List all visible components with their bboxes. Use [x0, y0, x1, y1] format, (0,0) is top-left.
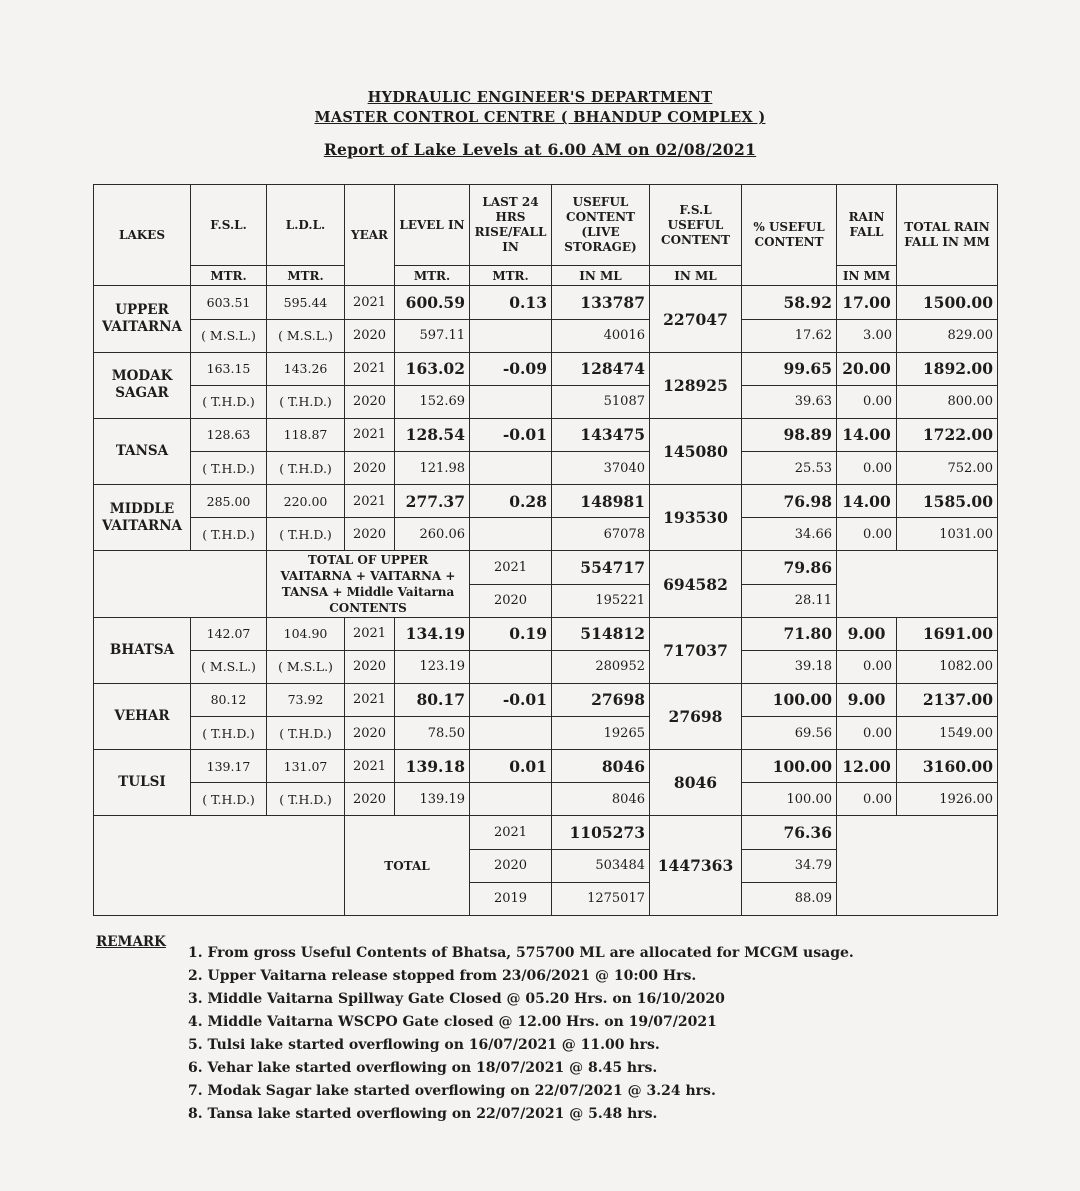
col-rain: RAIN FALL	[837, 185, 897, 266]
total-rain-value: 1691.00	[897, 617, 998, 650]
year-value: 2020	[345, 319, 395, 352]
rise-value: 0.13	[470, 286, 552, 319]
lake-row-current	[94, 750, 998, 783]
col-level: LEVEL IN	[395, 185, 470, 266]
lake-levels-table	[93, 184, 998, 916]
useful-value: 133787	[552, 286, 650, 319]
subtotal-row-current	[94, 551, 998, 584]
useful-value: 40016	[552, 319, 650, 352]
rain-value: 0.00	[837, 650, 897, 683]
level-value: 600.59	[395, 286, 470, 319]
year-value: 2021	[345, 750, 395, 783]
remarks-list	[188, 942, 854, 1126]
fsl-value: 163.15	[191, 352, 267, 385]
level-value: 277.37	[395, 485, 470, 518]
year-value: 2021	[345, 485, 395, 518]
fsl-datum: ( T.H.D.)	[191, 518, 267, 551]
col-ldl: L.D.L.	[267, 185, 345, 266]
subtotal-year: 2021	[470, 551, 552, 584]
pct-value: 71.80	[742, 617, 837, 650]
lake-row-current	[94, 485, 998, 518]
lake-name: VEHAR	[94, 683, 191, 749]
useful-value: 514812	[552, 617, 650, 650]
unit-ldl: MTR.	[267, 266, 345, 286]
rain-value: 0.00	[837, 783, 897, 816]
ldl-datum: ( T.H.D.)	[267, 717, 345, 750]
report-title: Report of Lake Levels at 6.00 AM on 02/08/2021	[323, 140, 757, 159]
lake-row-previous	[94, 717, 998, 750]
useful-value: 19265	[552, 717, 650, 750]
rise-value: -0.09	[470, 352, 552, 385]
rise-value: 0.19	[470, 617, 552, 650]
unit-useful: IN ML	[552, 266, 650, 286]
unit-row	[94, 266, 998, 286]
ldl-value: 143.26	[267, 352, 345, 385]
total-rain-value: 800.00	[897, 385, 998, 418]
lake-row-previous	[94, 518, 998, 551]
lake-name: BHATSA	[94, 617, 191, 683]
year-value: 2021	[345, 352, 395, 385]
subtotal-fsl-useful: 694582	[650, 551, 742, 617]
column-header-row	[94, 185, 998, 266]
pct-value: 100.00	[742, 783, 837, 816]
col-useful: USEFUL CONTENT (LIVE STORAGE)	[552, 185, 650, 266]
total-useful: 1275017	[552, 882, 650, 915]
useful-value: 148981	[552, 485, 650, 518]
fsl-datum: ( M.S.L.)	[191, 650, 267, 683]
lake-row-current	[94, 683, 998, 716]
level-value: 260.06	[395, 518, 470, 551]
col-lakes: LAKES	[94, 185, 191, 286]
lake-row-previous	[94, 319, 998, 352]
total-rain-value: 829.00	[897, 319, 998, 352]
rise-value	[470, 319, 552, 352]
ldl-datum: ( T.H.D.)	[267, 385, 345, 418]
level-value: 163.02	[395, 352, 470, 385]
rise-value	[470, 452, 552, 485]
total-useful: 1105273	[552, 816, 650, 849]
pct-value: 39.63	[742, 385, 837, 418]
fsl-datum: ( T.H.D.)	[191, 385, 267, 418]
remark-item: 2. Upper Vaitarna release stopped from 23/06/2021 @ 10:00 Hrs.	[188, 968, 697, 984]
fsl-value: 128.63	[191, 418, 267, 451]
level-value: 134.19	[395, 617, 470, 650]
total-fsl-useful: 1447363	[650, 816, 742, 916]
total-pct: 76.36	[742, 816, 837, 849]
year-value: 2020	[345, 783, 395, 816]
rain-value: 14.00	[837, 485, 897, 518]
useful-value: 51087	[552, 385, 650, 418]
total-rain-value: 1549.00	[897, 717, 998, 750]
pct-value: 25.53	[742, 452, 837, 485]
total-rain-value: 1892.00	[897, 352, 998, 385]
total-year: 2019	[470, 882, 552, 915]
ldl-datum: ( M.S.L.)	[267, 650, 345, 683]
ldl-value: 118.87	[267, 418, 345, 451]
subtotal-pct: 28.11	[742, 584, 837, 617]
fsl-value: 80.12	[191, 683, 267, 716]
fsl-value: 139.17	[191, 750, 267, 783]
rain-value: 17.00	[837, 286, 897, 319]
centre-title: MASTER CONTROL CENTRE ( BHANDUP COMPLEX )	[314, 109, 766, 126]
remark-item: 3. Middle Vaitarna Spillway Gate Closed @ 05.20 Hrs. on 16/10/2020	[188, 991, 725, 1007]
rise-value	[470, 783, 552, 816]
ldl-datum: ( T.H.D.)	[267, 452, 345, 485]
total-rain-value: 1585.00	[897, 485, 998, 518]
rain-value: 0.00	[837, 518, 897, 551]
unit-fsl-useful: IN ML	[650, 266, 742, 286]
total-year: 2021	[470, 816, 552, 849]
lake-row-previous	[94, 650, 998, 683]
total-label: TOTAL	[345, 816, 470, 916]
total-rain-value: 1722.00	[897, 418, 998, 451]
remark-label: REMARK	[96, 934, 166, 950]
lake-name: UPPER VAITARNA	[94, 286, 191, 352]
fsl-datum: ( M.S.L.)	[191, 319, 267, 352]
rain-value: 20.00	[837, 352, 897, 385]
rise-value: -0.01	[470, 418, 552, 451]
useful-value: 67078	[552, 518, 650, 551]
lake-name: MIDDLE VAITARNA	[94, 485, 191, 551]
year-value: 2020	[345, 452, 395, 485]
fsl-datum: ( T.H.D.)	[191, 717, 267, 750]
lake-name: MODAK SAGAR	[94, 352, 191, 418]
ldl-value: 131.07	[267, 750, 345, 783]
useful-value: 280952	[552, 650, 650, 683]
year-value: 2020	[345, 717, 395, 750]
fsl-value: 142.07	[191, 617, 267, 650]
total-rain-value: 3160.00	[897, 750, 998, 783]
total-useful: 503484	[552, 849, 650, 882]
subtotal-label: TOTAL OF UPPER VAITARNA + VAITARNA + TANSA + Middle Vaitarna CONTENTS	[267, 551, 470, 617]
level-value: 80.17	[395, 683, 470, 716]
total-row	[94, 816, 998, 849]
useful-value: 8046	[552, 750, 650, 783]
pct-value: 100.00	[742, 750, 837, 783]
remark-item: 4. Middle Vaitarna WSCPO Gate closed @ 12.00 Hrs. on 19/07/2021	[188, 1014, 717, 1030]
level-value: 123.19	[395, 650, 470, 683]
level-value: 121.98	[395, 452, 470, 485]
col-pct: % USEFUL CONTENT	[742, 185, 837, 286]
rise-value	[470, 385, 552, 418]
pct-value: 58.92	[742, 286, 837, 319]
year-value: 2021	[345, 418, 395, 451]
total-blank	[94, 816, 345, 916]
pct-value: 100.00	[742, 683, 837, 716]
level-value: 139.19	[395, 783, 470, 816]
unit-rain: IN MM	[837, 266, 897, 286]
total-blank-right	[837, 816, 998, 916]
rise-value	[470, 650, 552, 683]
rise-value: 0.01	[470, 750, 552, 783]
total-pct: 88.09	[742, 882, 837, 915]
fsl-useful-value: 717037	[650, 617, 742, 683]
fsl-useful-value: 8046	[650, 750, 742, 816]
rain-value: 14.00	[837, 418, 897, 451]
subtotal-useful: 554717	[552, 551, 650, 584]
level-value: 78.50	[395, 717, 470, 750]
pct-value: 17.62	[742, 319, 837, 352]
remark-item: 5. Tulsi lake started overflowing on 16/07/2021 @ 11.00 hrs.	[188, 1037, 660, 1053]
level-value: 139.18	[395, 750, 470, 783]
rain-value: 0.00	[837, 385, 897, 418]
rain-value: 3.00	[837, 319, 897, 352]
fsl-useful-value: 227047	[650, 286, 742, 352]
total-rain-value: 2137.00	[897, 683, 998, 716]
total-pct: 34.79	[742, 849, 837, 882]
useful-value: 143475	[552, 418, 650, 451]
ldl-value: 104.90	[267, 617, 345, 650]
pct-value: 69.56	[742, 717, 837, 750]
total-year: 2020	[470, 849, 552, 882]
level-value: 152.69	[395, 385, 470, 418]
total-rain-value: 1082.00	[897, 650, 998, 683]
subtotal-blank	[94, 551, 267, 617]
fsl-useful-value: 145080	[650, 418, 742, 484]
rain-value: 9.00	[837, 683, 897, 716]
unit-level: MTR.	[395, 266, 470, 286]
ldl-value: 220.00	[267, 485, 345, 518]
pct-value: 39.18	[742, 650, 837, 683]
useful-value: 37040	[552, 452, 650, 485]
lake-row-previous	[94, 452, 998, 485]
rise-value	[470, 717, 552, 750]
ldl-datum: ( T.H.D.)	[267, 783, 345, 816]
unit-rise: MTR.	[470, 266, 552, 286]
remark-item: 8. Tansa lake started overflowing on 22/07/2021 @ 5.48 hrs.	[188, 1106, 658, 1122]
col-total-rain: TOTAL RAIN FALL IN MM	[897, 185, 998, 286]
fsl-useful-value: 27698	[650, 683, 742, 749]
lake-name: TULSI	[94, 750, 191, 816]
pct-value: 99.65	[742, 352, 837, 385]
total-rain-value: 1031.00	[897, 518, 998, 551]
lake-row-current	[94, 617, 998, 650]
total-rain-value: 1926.00	[897, 783, 998, 816]
col-fsl: F.S.L.	[191, 185, 267, 266]
rain-value: 0.00	[837, 717, 897, 750]
col-fsl-useful: F.S.L USEFUL CONTENT	[650, 185, 742, 266]
department-title: HYDRAULIC ENGINEER'S DEPARTMENT	[367, 89, 713, 106]
year-value: 2020	[345, 518, 395, 551]
ldl-datum: ( M.S.L.)	[267, 319, 345, 352]
lake-name: TANSA	[94, 418, 191, 484]
pct-value: 98.89	[742, 418, 837, 451]
year-value: 2020	[345, 385, 395, 418]
rain-value: 0.00	[837, 452, 897, 485]
useful-value: 8046	[552, 783, 650, 816]
remark-item: 1. From gross Useful Contents of Bhatsa, 575700 ML are allocated for MCGM usage.	[188, 945, 854, 961]
useful-value: 128474	[552, 352, 650, 385]
rise-value	[470, 518, 552, 551]
rise-value: -0.01	[470, 683, 552, 716]
fsl-datum: ( T.H.D.)	[191, 783, 267, 816]
subtotal-useful: 195221	[552, 584, 650, 617]
fsl-useful-value: 193530	[650, 485, 742, 551]
lake-row-current	[94, 286, 998, 319]
col-year: YEAR	[345, 185, 395, 286]
ldl-value: 595.44	[267, 286, 345, 319]
lake-row-previous	[94, 385, 998, 418]
subtotal-pct: 79.86	[742, 551, 837, 584]
lake-row-current	[94, 418, 998, 451]
rain-value: 12.00	[837, 750, 897, 783]
year-value: 2021	[345, 617, 395, 650]
subtotal-year: 2020	[470, 584, 552, 617]
ldl-value: 73.92	[267, 683, 345, 716]
remark-item: 7. Modak Sagar lake started overflowing on 22/07/2021 @ 3.24 hrs.	[188, 1083, 716, 1099]
col-rise: LAST 24 HRS RISE/FALL IN	[470, 185, 552, 266]
fsl-value: 285.00	[191, 485, 267, 518]
ldl-datum: ( T.H.D.)	[267, 518, 345, 551]
fsl-value: 603.51	[191, 286, 267, 319]
year-value: 2021	[345, 286, 395, 319]
subtotal-blank-right	[837, 551, 998, 617]
unit-fsl: MTR.	[191, 266, 267, 286]
total-rain-value: 1500.00	[897, 286, 998, 319]
useful-value: 27698	[552, 683, 650, 716]
level-value: 597.11	[395, 319, 470, 352]
rain-value: 9.00	[837, 617, 897, 650]
rise-value: 0.28	[470, 485, 552, 518]
fsl-useful-value: 128925	[650, 352, 742, 418]
report-header	[0, 88, 1080, 160]
lake-row-current	[94, 352, 998, 385]
year-value: 2021	[345, 683, 395, 716]
pct-value: 76.98	[742, 485, 837, 518]
total-rain-value: 752.00	[897, 452, 998, 485]
level-value: 128.54	[395, 418, 470, 451]
fsl-datum: ( T.H.D.)	[191, 452, 267, 485]
lake-row-previous	[94, 783, 998, 816]
remark-item: 6. Vehar lake started overflowing on 18/07/2021 @ 8.45 hrs.	[188, 1060, 658, 1076]
year-value: 2020	[345, 650, 395, 683]
pct-value: 34.66	[742, 518, 837, 551]
